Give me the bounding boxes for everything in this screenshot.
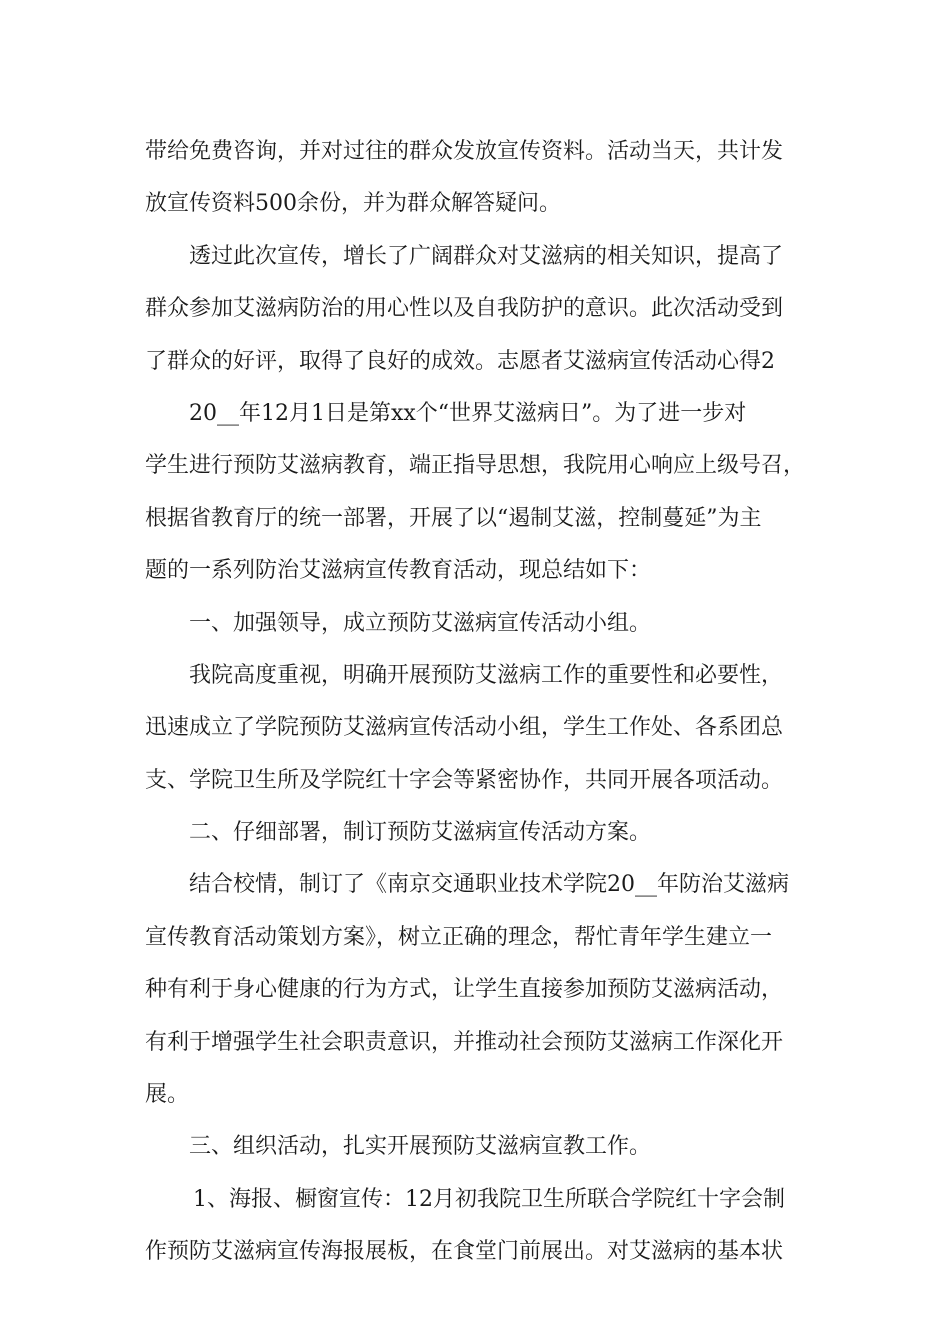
text-line: 根据省教育厅的统一部署，开展了以“遏制艾滋，控制蔓延”为主 xyxy=(145,505,762,531)
paragraph-start: 结合校情，制订了《南京交通职业技术学院20__年防治艾滋病 xyxy=(189,872,789,898)
paragraph-start: 透过此次宣传，增长了广阔群众对艾滋病的相关知识，提高了 xyxy=(189,243,784,269)
text-line: 支、学院卫生所及学院红十字会等紧密协作，共同开展各项活动。 xyxy=(145,767,784,793)
document-body xyxy=(145,128,810,1281)
text-line: 有利于增强学生社会职责意识，并推动社会预防艾滋病工作深化开 xyxy=(145,1029,784,1055)
text-line: 宣传教育活动策划方案》，树立正确的理念，帮忙青年学生建立一 xyxy=(145,924,773,950)
text-line: 展。 xyxy=(145,1082,190,1108)
text-line: 种有利于身心健康的行为方式，让学生直接参加预防艾滋病活动， xyxy=(145,977,784,1003)
text-line: 带给免费咨询，并对过往的群众发放宣传资料。活动当天，共计发 xyxy=(145,139,784,164)
text-line: 放宣传资料500余份，并为群众解答疑问。 xyxy=(145,191,561,217)
text-line: 迅速成立了学院预防艾滋病宣传活动小组，学生工作处、各系团总 xyxy=(145,715,784,741)
text-line: 群众参加艾滋病防治的用心性以及自我防护的意识。此次活动受到 xyxy=(145,296,784,322)
paragraph-start: 20__年12月1日是第xx个“世界艾滋病日”。为了进一步对 xyxy=(189,400,747,426)
text-line: 了群众的好评，取得了良好的成效。志愿者艾滋病宣传活动心得2 xyxy=(145,348,775,374)
text-line: 题的一系列防治艾滋病宣传教育活动，现总结如下： xyxy=(145,558,652,584)
text-line: 作预防艾滋病宣传海报展板，在食堂门前展出。对艾滋病的基本状 xyxy=(145,1239,784,1265)
section-heading: 三、组织活动，扎实开展预防艾滋病宣教工作。 xyxy=(189,1134,652,1160)
paragraph-start: 1、海报、橱窗宣传：12月初我院卫生所联合学院红十字会制 xyxy=(193,1186,785,1212)
section-heading: 二、仔细部署，制订预防艾滋病宣传活动方案。 xyxy=(189,820,652,846)
paragraph-start: 我院高度重视，明确开展预防艾滋病工作的重要性和必要性， xyxy=(189,662,784,688)
text-line: 学生进行预防艾滋病教育，端正指导思想，我院用心响应上级号召， xyxy=(145,453,806,479)
section-heading: 一、加强领导，成立预防艾滋病宣传活动小组。 xyxy=(189,610,652,636)
